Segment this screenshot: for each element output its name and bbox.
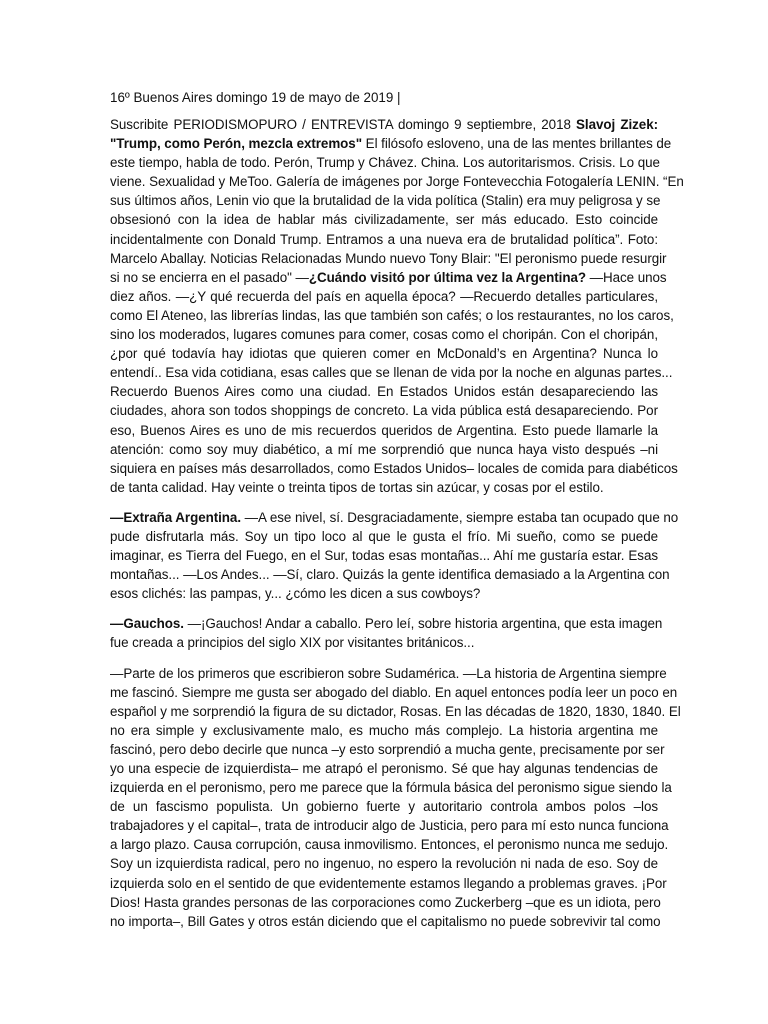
text-line bbox=[110, 797, 658, 816]
text-segment: Soy un izquierdista radical, pero no ingenuo, no espero la revolución ni nada de eso. Soy de bbox=[110, 856, 658, 872]
text-segment: trabajadores y el capital–, trata de introducir algo de Justicia, pero para mí esto nunca funciona bbox=[110, 818, 669, 834]
text-line bbox=[110, 835, 669, 854]
text-line bbox=[110, 740, 665, 759]
text-segment: este tiempo, habla de todo. Perón, Trump y Chávez. China. Los autoritarismos. Crisis. Lo que bbox=[110, 155, 660, 171]
text-segment: Recuerdo Buenos Aires como una ciudad. En Estados Unidos están desapareciendo las bbox=[110, 384, 658, 400]
text-segment: incidentalmente con Donald Trump. Entramos a una nueva era de brutalidad política”. Foto: bbox=[110, 231, 658, 247]
text-line bbox=[110, 268, 667, 287]
text-line bbox=[110, 440, 658, 459]
text-segment: a largo plazo. Causa corrupción, causa inmovilismo. Entonces, el peronismo nunca me sedujo. bbox=[110, 837, 669, 853]
text-segment: diez años. —¿Y qué recuerda del país en aquella época? —Recuerdo detalles particulares, bbox=[110, 288, 658, 304]
text-line bbox=[110, 683, 678, 702]
paragraph bbox=[110, 115, 684, 497]
text-segment: ciudades, ahora son todos shoppings de concreto. La vida pública está desapareciendo. Por bbox=[110, 403, 658, 419]
text-line bbox=[110, 210, 658, 229]
text-segment: montañas... —Los Andes... —Sí, claro. Quizás la gente identifica demasiado a la Argentina con bbox=[110, 567, 670, 583]
bold-text: Slavoj Zizek: bbox=[576, 117, 659, 132]
text-segment: Dios! Hasta grandes personas de las corporaciones como Zuckerberg –que es un idiota, pero bbox=[110, 894, 661, 910]
text-segment: —Hace unos bbox=[585, 269, 667, 285]
text-line bbox=[110, 893, 661, 912]
text-line bbox=[110, 363, 673, 382]
text-line bbox=[110, 721, 658, 740]
text-line bbox=[110, 249, 667, 268]
dateline-header: 16º Buenos Aires domingo 19 de mayo de 2019 | bbox=[110, 90, 401, 105]
text-segment: de un fascismo populista. Un gobierno fuerte y autoritario controla ambos polos –los bbox=[110, 799, 658, 815]
text-line bbox=[110, 134, 672, 153]
text-segment: de tanta calidad. Hay veinte o treinta tipos de tortas sin azúcar, y cosas por el estilo. bbox=[110, 479, 604, 495]
text-segment: izquierda solo en el sentido de que evidentemente estamos llegando a problemas graves. ¡Por bbox=[110, 875, 667, 891]
text-segment: —A ese nivel, sí. Desgraciadamente, siempre estaba tan ocupado que no bbox=[241, 509, 679, 525]
text-line bbox=[110, 584, 658, 603]
article-body bbox=[110, 115, 684, 931]
bold-text: —Gauchos. bbox=[110, 616, 184, 632]
text-line bbox=[110, 344, 658, 363]
text-segment: ¿por qué todavía hay idiotas que quieren comer en McDonald’s en Argentina? Nunca lo bbox=[110, 346, 658, 362]
text-segment: esos clichés: las pampas, y... ¿cómo les dicen a sus cowboys? bbox=[110, 586, 481, 602]
text-line bbox=[110, 565, 670, 584]
text-line bbox=[110, 778, 672, 797]
text-segment: no importa–, Bill Gates y otros están diciendo que el capitalismo no puede sobrevivir tal como bbox=[110, 913, 661, 929]
text-line bbox=[110, 287, 658, 306]
bold-text: ¿Cuándo visitó por última vez la Argentina? bbox=[308, 269, 586, 285]
paragraph bbox=[110, 614, 663, 652]
text-line bbox=[110, 527, 658, 546]
text-segment: viene. Sexualidad y MeToo. Galería de imágenes por Jorge Fontevecchia Fotogalería LENIN. “En bbox=[110, 174, 684, 190]
text-line bbox=[110, 508, 679, 527]
text-line bbox=[110, 633, 658, 652]
text-segment: si no se encierra en el pasado" — bbox=[110, 269, 309, 285]
bold-text: "Trump, como Perón, mezcla extremos" bbox=[110, 136, 363, 152]
text-line bbox=[110, 912, 661, 931]
text-segment: entendí.. Esa vida cotidiana, esas calles que se llenan de vida por la noche en algunas partes... bbox=[110, 365, 673, 381]
text-line bbox=[110, 382, 658, 401]
bold-text: —Extraña Argentina. bbox=[110, 509, 242, 525]
text-segment: atención: como soy muy diabético, a mí me sorprendió que nunca haya visto después –ni bbox=[110, 441, 658, 457]
text-line bbox=[110, 153, 658, 172]
text-segment: español y me sorprendió la figura de su dictador, Rosas. En las décadas de 1820, 1830, 1840. El bbox=[110, 703, 681, 719]
text-segment: izquierda en el peronismo, pero me parece que la fórmula básica del peronismo sigue siendo la bbox=[110, 780, 672, 796]
text-segment: El filósofo esloveno, una de las mentes brillantes de bbox=[362, 136, 672, 152]
text-segment: obsesionó con la idea de hablar más civilizadamente, ser más educado. Esto coincide bbox=[110, 212, 658, 228]
text-line bbox=[110, 478, 658, 497]
text-line bbox=[110, 230, 658, 249]
text-segment: —Parte de los primeros que escribieron sobre Sudamérica. —La historia de Argentina siempre bbox=[110, 665, 667, 681]
text-segment: me fascinó. Siempre me gusta ser abogado del diablo. En aquel entonces podía leer un poco en bbox=[110, 684, 678, 700]
text-line bbox=[110, 172, 684, 191]
text-segment: no era simple y exclusivamente malo, es mucho más complejo. La historia argentina me bbox=[110, 722, 658, 738]
text-segment: Suscribite PERIODISMOPURO / ENTREVISTA domingo 9 septiembre, 2018 bbox=[110, 117, 577, 132]
paragraph bbox=[110, 664, 681, 931]
text-line bbox=[110, 421, 658, 440]
text-line bbox=[110, 702, 681, 721]
text-line bbox=[110, 459, 678, 478]
document-page bbox=[110, 88, 684, 931]
paragraph bbox=[110, 508, 679, 603]
text-segment: como El Ateneo, las librerías lindas, las que también son cafés; o los restaurantes, no los caros, bbox=[110, 307, 674, 323]
text-segment: pude disfrutarla más. Soy un tipo loco al que le gusta el frío. Mi sueño, como se puede bbox=[110, 528, 658, 544]
text-line bbox=[110, 874, 667, 893]
text-segment: —¡Gauchos! Andar a caballo. Pero leí, sobre historia argentina, que esta imagen bbox=[183, 616, 663, 632]
text-line bbox=[110, 401, 658, 420]
text-line bbox=[110, 854, 658, 873]
text-line bbox=[110, 614, 663, 633]
text-segment: sus últimos años, Lenin vio que la brutalidad de la vida política (Stalin) era muy peligrosa y se bbox=[110, 193, 661, 209]
text-line bbox=[110, 325, 658, 344]
text-line bbox=[110, 664, 667, 683]
text-segment: siquiera en países más desarrollados, como Estados Unidos– locales de comida para diabéticos bbox=[110, 460, 678, 476]
text-line bbox=[110, 759, 658, 778]
text-segment: fascinó, pero debo decirle que nunca –y esto sorprendió a mucha gente, precisamente por ser bbox=[110, 741, 665, 757]
text-line bbox=[110, 306, 674, 325]
text-segment: Marcelo Aballay. Noticias Relacionadas Mundo nuevo Tony Blair: "El peronismo puede resurgir bbox=[110, 250, 667, 266]
text-line bbox=[110, 191, 661, 210]
text-line bbox=[110, 115, 658, 134]
text-line bbox=[110, 546, 658, 565]
text-segment: eso, Buenos Aires es uno de mis recuerdos queridos de Argentina. Esto puede llamarle la bbox=[110, 422, 658, 438]
text-segment: fue creada a principios del siglo XIX por visitantes británicos... bbox=[110, 635, 475, 651]
text-segment: imaginar, es Tierra del Fuego, en el Sur, todas esas montañas... Ahí me gustaría estar. Esas bbox=[110, 548, 658, 564]
text-segment: yo una especie de izquierdista– me atrapó el peronismo. Sé que hay algunas tendencias de bbox=[110, 761, 658, 776]
text-segment: sino los moderados, lugares comunes para comer, cosas como el choripán. Con el choripán, bbox=[110, 327, 658, 343]
text-line bbox=[110, 816, 669, 835]
